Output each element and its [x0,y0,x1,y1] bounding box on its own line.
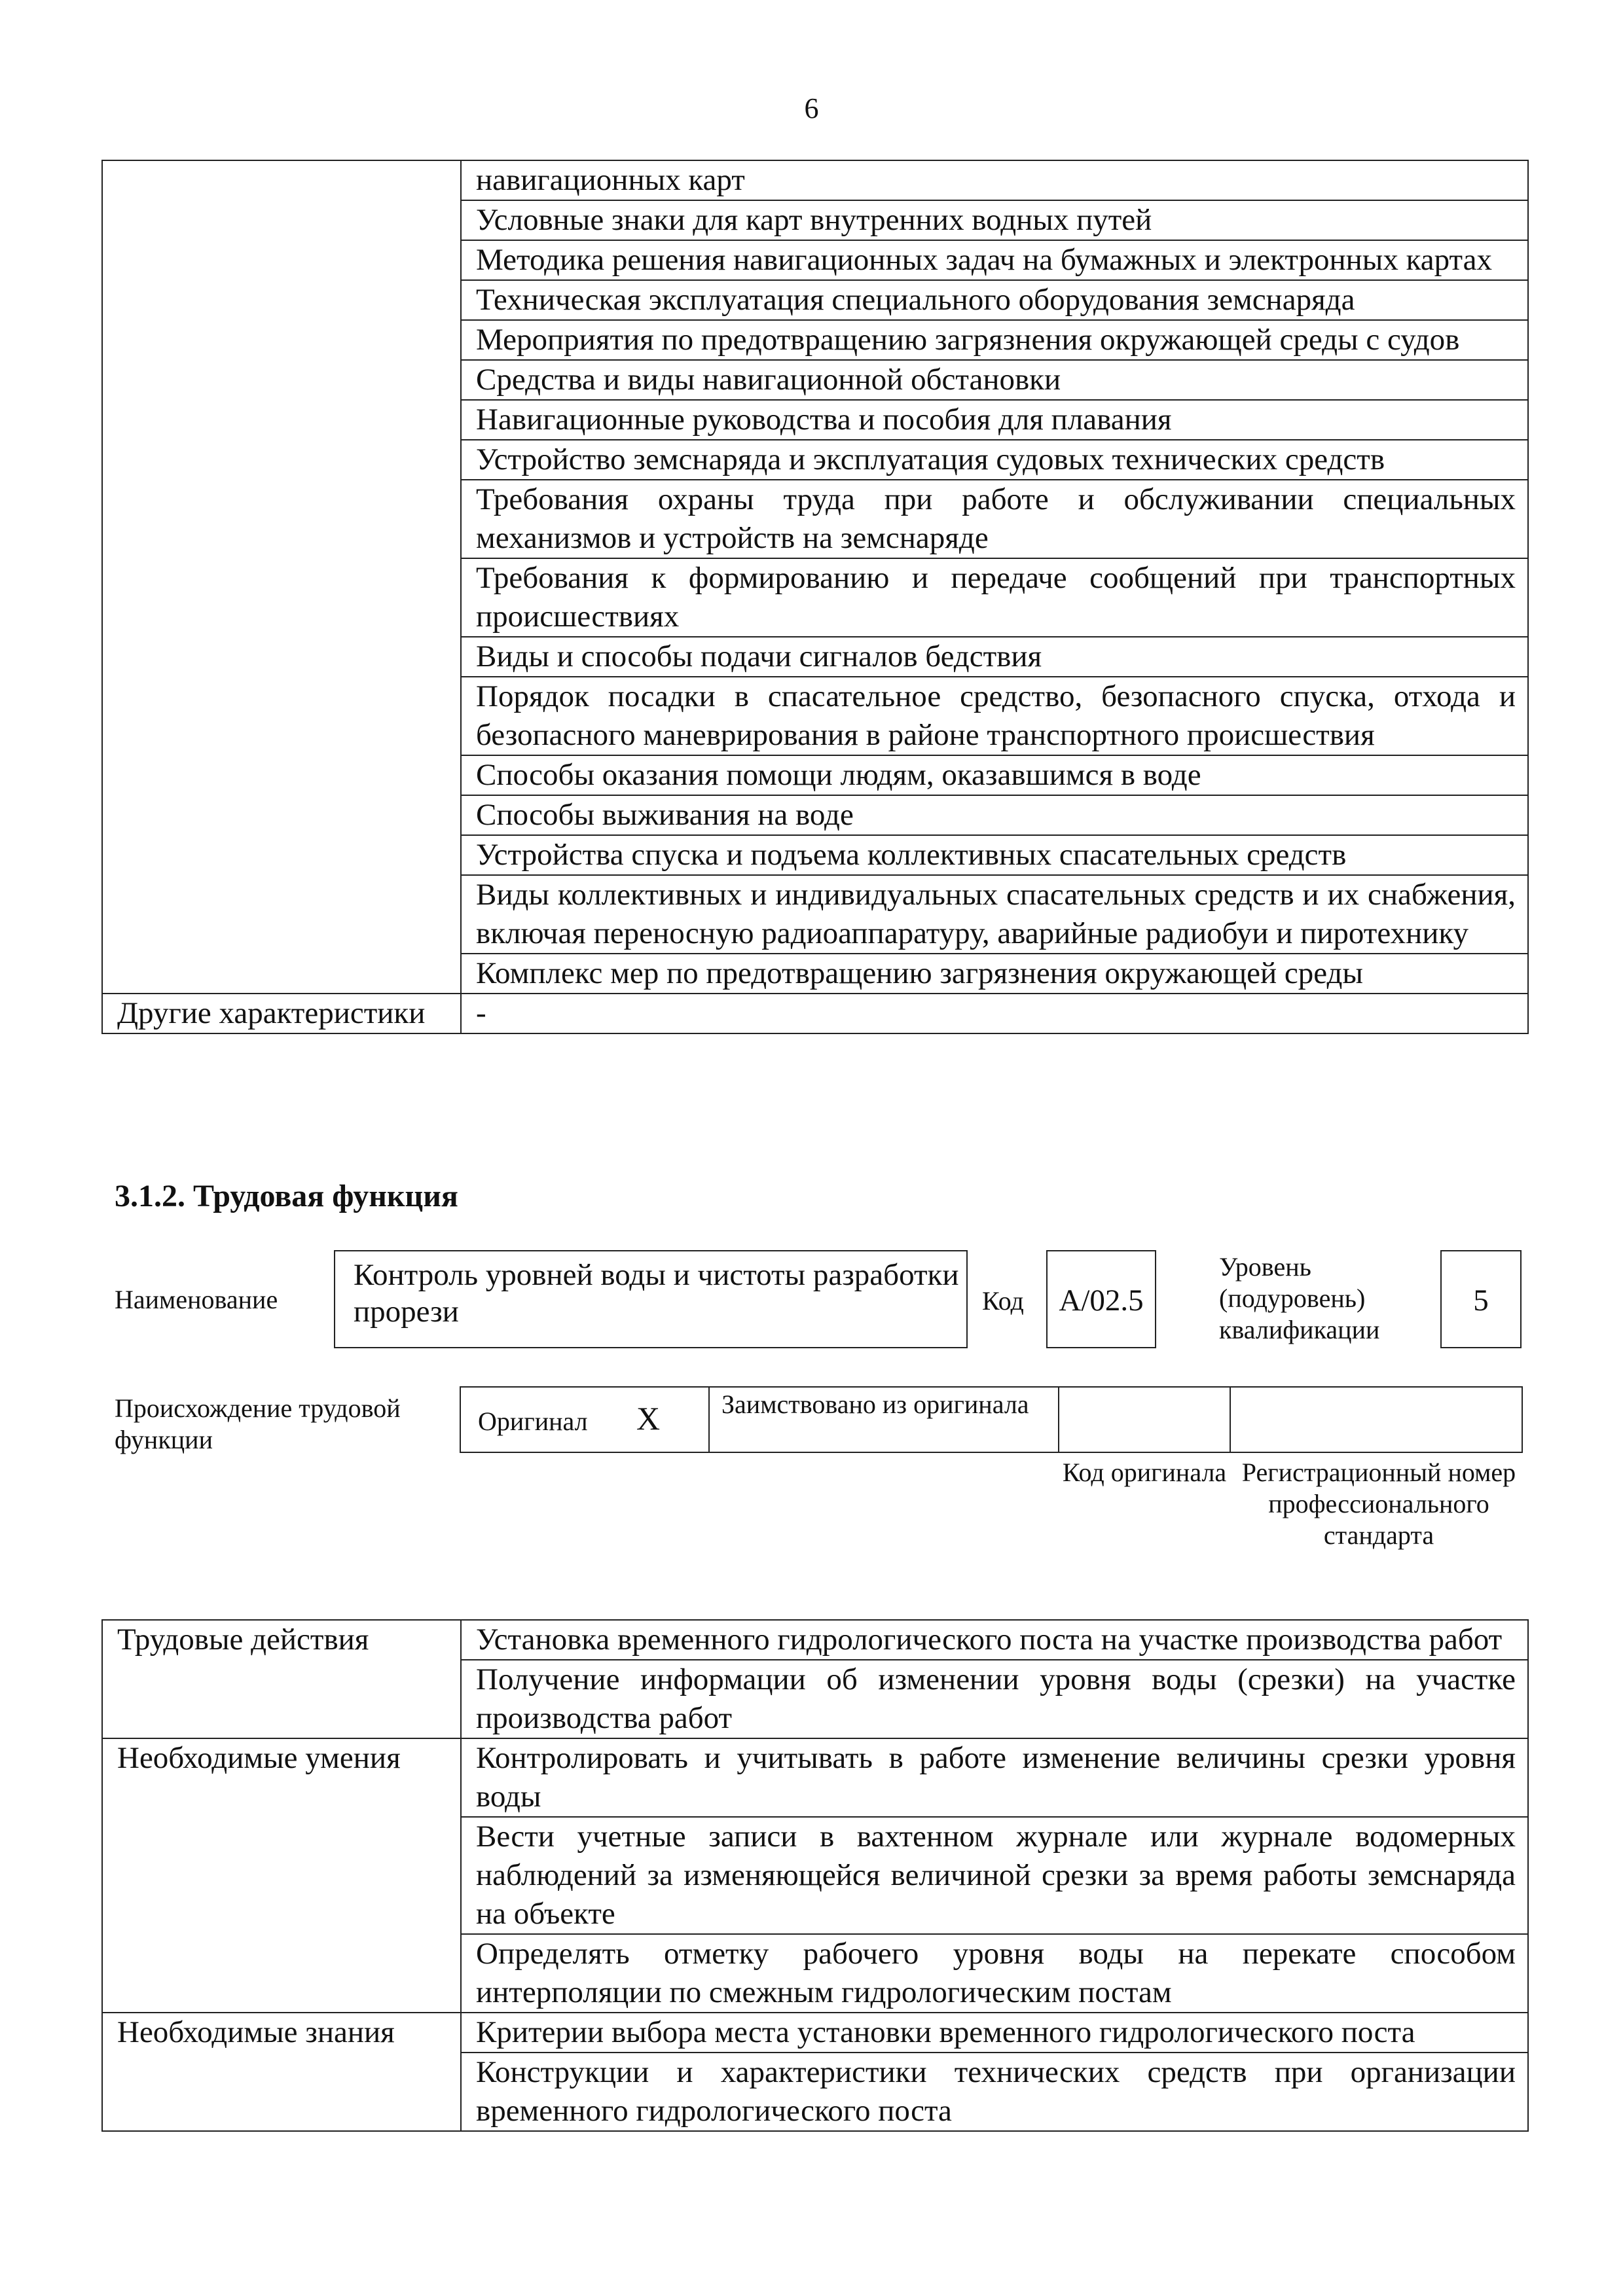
list-item: Способы выживания на воде [461,795,1528,835]
table-row [102,2013,1528,2053]
list-item: Средства и виды навигационной обстановки [461,360,1528,400]
list-item: Условные знаки для карт внутренних водных путей [461,200,1528,240]
labor-function-table [101,1619,1529,2132]
list-item: Определять отметку рабочего уровня воды на перекате способом интерполяции по смежным гидрологическим постам [461,1934,1528,2013]
group-label: Необходимые умения [102,1738,461,2013]
empty-label-cell [102,160,461,994]
table-row [102,994,1528,1033]
list-item: Комплекс мер по предотвращению загрязнения окружающей среды [461,954,1528,994]
other-characteristics-label: Другие характеристики [102,994,461,1033]
level-value-box [1440,1250,1522,1348]
code-original-caption: Код оригинала [1062,1458,1227,1487]
list-item: Установка временного гидрологического поста на участке производства работ [461,1620,1528,1660]
level-label: Уровень (подуровень) квалификации [1219,1252,1380,1344]
name-label: Наименование [115,1285,278,1314]
code-original-cell [1058,1386,1231,1453]
list-item: навигационных карт [461,160,1528,200]
code-value: А/02.5 [1059,1283,1144,1318]
list-item: Навигационные руководства и пособия для плавания [461,400,1528,440]
list-item: Мероприятия по предотвращению загрязнения окружающей среды с судов [461,320,1528,360]
list-item: Конструкции и характеристики технических средств при организации временного гидрологического поста [461,2053,1528,2131]
table-row [102,160,1528,200]
list-item: Методика решения навигационных задач на бумажных и электронных картах [461,240,1528,280]
original-mark: X [636,1400,661,1437]
list-item: Контролировать и учитывать в работе изменение величины срезки уровня воды [461,1738,1528,1817]
list-item: Способы оказания помощи людям, оказавшимся в воде [461,755,1528,795]
code-value-box [1046,1250,1156,1348]
original-label: Оригинал [478,1407,588,1436]
list-item: Критерии выбора места установки временного гидрологического поста [461,2013,1528,2053]
other-characteristics-value: - [461,994,1528,1033]
list-item: Порядок посадки в спасательное средство, безопасного спуска, отхода и безопасного маневрирования в районе транспортного происшествия [461,677,1528,755]
name-value-box [334,1250,968,1348]
section-heading: 3.1.2. Трудовая функция [115,1179,458,1213]
name-value: Контроль уровней воды и чистоты разработки прорези [354,1258,959,1329]
table-row [102,1738,1528,1817]
list-item: Устройство земснаряда и эксплуатация судовых технических средств [461,440,1528,480]
page-number: 6 [804,92,819,124]
list-item: Получение информации об изменении уровня воды (срезки) на участке производства работ [461,1660,1528,1738]
list-item: Виды и способы подачи сигналов бедствия [461,637,1528,677]
borrowed-label: Заимствовано из оригинала [721,1390,1029,1419]
level-value: 5 [1473,1283,1489,1318]
list-item: Требования охраны труда при работе и обслуживании специальных механизмов и устройств на земснаряде [461,480,1528,558]
list-item: Техническая эксплуатация специального оборудования земснаряда [461,280,1528,320]
origin-label: Происхождение трудовой функции [115,1393,401,1454]
list-item: Виды коллективных и индивидуальных спасательных средств и их снабжения, включая переносную радиоаппаратуру, аварийные радиобуи и пиротехнику [461,875,1528,954]
table-row [102,1620,1528,1660]
code-label: Код [982,1286,1024,1316]
list-item: Устройства спуска и подъема коллективных спасательных средств [461,835,1528,875]
group-label: Необходимые знания [102,2013,461,2131]
reg-number-caption: Регистрационный номер профессионального стандарта [1241,1458,1516,1550]
group-label: Трудовые действия [102,1620,461,1738]
list-item: Требования к формированию и передаче сообщений при транспортных происшествиях [461,558,1528,637]
knowledge-continuation-table [101,160,1529,1034]
list-item: Вести учетные записи в вахтенном журнале или журнале водомерных наблюдений за изменяющейся величиной срезки за время работы земснаряда на объекте [461,1817,1528,1934]
